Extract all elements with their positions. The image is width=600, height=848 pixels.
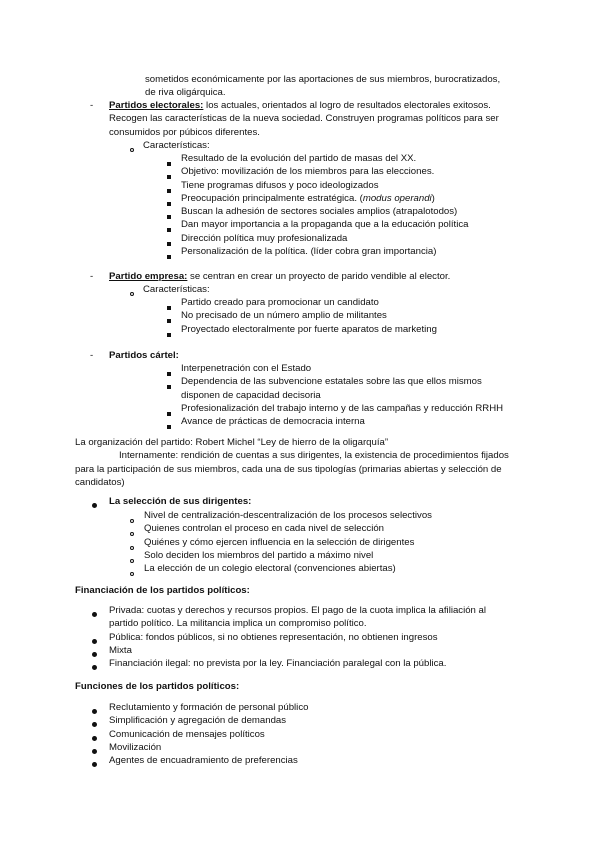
text-line: Recogen las características de la nueva sociedad. Construyen programas políticos para ser: [109, 113, 499, 125]
circle-bullet: [130, 287, 134, 300]
section-title: Partido empresa:: [109, 271, 188, 282]
funciones-list: [92, 701, 532, 767]
section-desc: se centran en crear un proyecto de parido vendible al elector.: [187, 271, 451, 282]
list-item: Reclutamiento y formación de personal público: [92, 701, 532, 714]
section-desc: los actuales, orientados al logro de resultados electorales exitosos.: [203, 100, 491, 111]
list-item: Interpenetración con el Estado: [167, 362, 547, 375]
circle-bullet: [130, 143, 134, 156]
electorales-section: [109, 99, 529, 139]
list-item: Resultado de la evolución del partido de masas del XX.: [167, 152, 547, 165]
list-item: Quienes controlan el proceso en cada nivel de selección: [130, 522, 530, 535]
list-item: Dependencia de las subvencione estatales sobre las que ellos mismos: [167, 375, 547, 388]
list-item: Solo deciden los miembros del partido a máximo nivel: [130, 549, 530, 562]
section-title: Funciones de los partidos políticos:: [75, 681, 240, 692]
list-item: Avance de prácticas de democracia interna: [167, 415, 547, 428]
list-item: Preocupación principalmente estratégica. (modus operandi): [167, 192, 547, 205]
list-item: Profesionalización del trabajo interno y de las campañas y reducción RRHH: [167, 402, 547, 415]
organizacion-paragraph: [75, 436, 535, 489]
seleccion-list: [130, 509, 530, 575]
list-item: Financiación ilegal: no prevista por la ley. Financiación paralegal con la pública.: [92, 657, 532, 670]
section-dash: -: [90, 100, 94, 111]
section-dash: -: [90, 350, 94, 361]
cartel-list: [167, 362, 547, 428]
section-title: Partidos electorales:: [109, 100, 204, 111]
list-item: Proyectado electoralmente por fuerte aparatos de marketing: [167, 323, 547, 336]
text-line: La organización del partido: Robert Michel “Ley de hierro de la oligarquía”: [75, 437, 389, 448]
list-item: Personalización de la política. (líder cobra gran importancia): [167, 245, 547, 258]
text-line: de riva oligárquica.: [145, 87, 226, 99]
list-item: Pública: fondos públicos, si no obtienes representación, no obtienen ingresos: [92, 631, 532, 644]
section-title: Partidos cártel:: [109, 350, 179, 361]
list-item: Dan mayor importancia a la propaganda que a la educación política: [167, 218, 547, 231]
list-item: Buscan la adhesión de sectores sociales amplios (atrapalotodos): [167, 205, 547, 218]
list-item-cont: disponen de capacidad decisoria: [181, 389, 321, 401]
list-item: Comunicación de mensajes políticos: [92, 728, 532, 741]
list-item-cont: partido político. La militancia implica un compromiso político.: [109, 618, 367, 630]
section-title: Financiación de los partidos políticos:: [75, 585, 250, 596]
caracteristicas-label: Características:: [143, 284, 210, 295]
financiacion-list: [92, 604, 532, 670]
list-item: Movilización: [92, 741, 532, 754]
text-line: sometidos económicamente por las aportaciones de sus miembros, burocratizados,: [145, 74, 501, 85]
text-line: candidatos): [75, 476, 125, 488]
list-item: Mixta: [92, 644, 532, 657]
list-item: Dirección política muy profesionalizada: [167, 232, 547, 245]
list-item: Simplificación y agregación de demandas: [92, 714, 532, 727]
bullet: [92, 499, 97, 512]
empresa-list: [167, 296, 547, 336]
section-dash: -: [90, 271, 94, 282]
text-line: para la participación de sus miembros, cada una de sus tipologías (primarias abiertas y selección de: [75, 463, 502, 475]
caracteristicas-label: Características:: [143, 140, 210, 151]
list-item: Nivel de centralización-descentralización de los procesos selectivos: [130, 509, 530, 522]
list-item: Objetivo: movilización de los miembros para las elecciones.: [167, 165, 547, 178]
section-title: La selección de sus dirigentes:: [109, 496, 252, 507]
list-item: Agentes de encuadramiento de preferencias: [92, 754, 532, 767]
electorales-list: [167, 152, 547, 258]
intro-continuation: [145, 73, 500, 100]
empresa-section: [109, 270, 529, 283]
list-item: Partido creado para promocionar un candidato: [167, 296, 547, 309]
text-line: consumidos por púbicos diferentes.: [109, 126, 260, 138]
list-item: Privada: cuotas y derechos y recursos propios. El pago de la cuota implica la afiliación al: [92, 604, 532, 617]
list-item: Tiene programas difusos y poco ideologizados: [167, 179, 547, 192]
list-item: La elección de un colegio electoral (convenciones abiertas): [130, 562, 530, 575]
list-item: No precisado de un número amplio de militantes: [167, 309, 547, 322]
list-item: Quiénes y cómo ejercen influencia en la selección de dirigentes: [130, 536, 530, 549]
text-line: Internamente: rendición de cuentas a sus dirigentes, la existencia de procedimientos fijados: [119, 450, 509, 462]
